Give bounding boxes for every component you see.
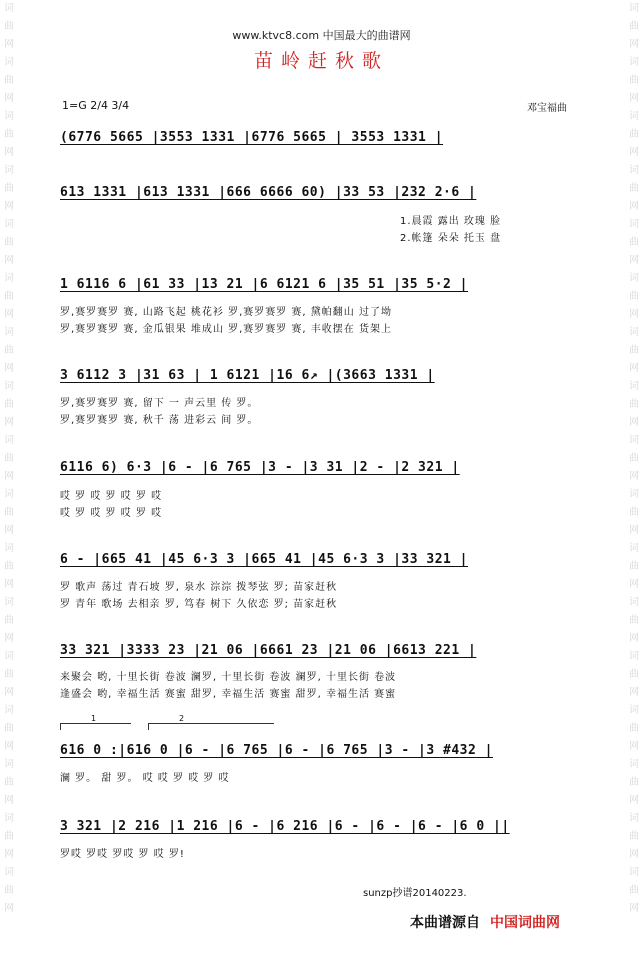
watermark-char: 词 [629, 705, 639, 716]
watermark-char: 词 [4, 543, 14, 554]
watermark-char: 词 [629, 381, 639, 392]
volta-1: 1 [60, 723, 131, 730]
watermark-char: 词 [4, 57, 14, 68]
watermark-char: 网 [629, 417, 639, 428]
watermark-char: 词 [629, 489, 639, 500]
lyric-line: 罗 青年 歌场 去相亲 罗, 笃春 树下 久依恋 罗; 苗家赶秋 [60, 599, 338, 610]
volta-2: 2 [148, 723, 274, 730]
watermark-char: 曲 [629, 885, 639, 896]
watermark-char: 网 [4, 471, 14, 482]
watermark-char: 网 [629, 903, 639, 914]
watermark-char: 网 [4, 417, 14, 428]
watermark-char: 网 [4, 795, 14, 806]
source-brand: 中国词曲网 [490, 915, 560, 931]
watermark-char: 网 [629, 471, 639, 482]
watermark-char: 曲 [4, 615, 14, 626]
watermark-char: 网 [4, 255, 14, 266]
watermark-char: 词 [629, 165, 639, 176]
watermark-char: 曲 [4, 399, 14, 410]
notation-line: (6776 5665 |3553 1331 |6776 5665 | 3553 1331 | [60, 130, 444, 145]
lyric-line: 哎 罗 哎 罗 哎 罗 哎 [60, 508, 163, 519]
watermark-char: 曲 [629, 291, 639, 302]
composer-credit: 邓宝福曲 [527, 103, 567, 114]
watermark-left [2, 0, 16, 960]
watermark-char: 网 [4, 201, 14, 212]
watermark-char: 词 [4, 381, 14, 392]
watermark-char: 曲 [4, 885, 14, 896]
watermark-char: 词 [4, 489, 14, 500]
watermark-char: 曲 [4, 831, 14, 842]
watermark-char: 词 [4, 651, 14, 662]
watermark-char: 网 [4, 309, 14, 320]
lyric-line: 哎 罗 哎 罗 哎 罗 哎 [60, 491, 163, 502]
watermark-char: 曲 [629, 723, 639, 734]
notation-line: 1 6116 6 |61 33 |13 21 |6 6121 6 |35 51 |35 5·2 | [60, 277, 469, 292]
watermark-char: 词 [4, 3, 14, 14]
watermark-char: 曲 [4, 345, 14, 356]
watermark-char: 词 [4, 165, 14, 176]
watermark-char: 词 [629, 597, 639, 608]
watermark-char: 曲 [4, 561, 14, 572]
watermark-char: 曲 [629, 129, 639, 140]
notation-line: 616 0 :|616 0 |6 - |6 765 |6 - |6 765 |3 - |3 #432 | [60, 743, 493, 758]
watermark-char: 曲 [629, 831, 639, 842]
lyric-line: 罗 歌声 荡过 青石坡 罗, 泉水 淙淙 拨琴弦 罗; 苗家赶秋 [60, 582, 338, 593]
watermark-char: 网 [629, 849, 639, 860]
watermark-char: 曲 [629, 21, 639, 32]
watermark-char: 网 [4, 363, 14, 374]
watermark-char: 曲 [4, 75, 14, 86]
watermark-char: 曲 [4, 291, 14, 302]
lyric-line: 澜 罗。 甜 罗。 哎 哎 罗 哎 罗 哎 [60, 773, 230, 784]
watermark-char: 网 [4, 579, 14, 590]
watermark-char: 词 [4, 273, 14, 284]
watermark-char: 曲 [629, 75, 639, 86]
watermark-char: 网 [4, 93, 14, 104]
watermark-char: 网 [4, 147, 14, 158]
watermark-char: 词 [629, 813, 639, 824]
notation-line: 3 6112 3 |31 63 | 1 6121 |16 6↗ |(3663 1331 | [60, 368, 435, 383]
watermark-char: 曲 [4, 777, 14, 788]
page-title: 苗岭赶秋歌 [253, 50, 389, 72]
lyric-line: 罗,赛罗赛罗 赛, 留下 一 声云里 传 罗。 [60, 398, 259, 409]
watermark-char: 网 [629, 525, 639, 536]
source-label: 本曲谱源自 [410, 915, 480, 931]
watermark-char: 网 [629, 363, 639, 374]
watermark-char: 网 [629, 579, 639, 590]
transcriber-credit: sunzp抄谱20140223. [363, 888, 467, 899]
watermark-char: 网 [4, 741, 14, 752]
lyric-line: 1.晨霞 露出 玫瑰 脸 [400, 216, 502, 227]
watermark-char: 网 [4, 687, 14, 698]
watermark-char: 曲 [4, 21, 14, 32]
watermark-char: 曲 [4, 129, 14, 140]
notation-line: 613 1331 |613 1331 |666 6666 60) |33 53 |232 2·6 | [60, 185, 477, 200]
watermark-char: 网 [629, 741, 639, 752]
watermark-char: 曲 [629, 183, 639, 194]
watermark-char: 词 [629, 219, 639, 230]
watermark-char: 曲 [629, 561, 639, 572]
watermark-char: 词 [4, 867, 14, 878]
watermark-char: 网 [4, 903, 14, 914]
watermark-char: 网 [4, 525, 14, 536]
lyric-line: 2.帐篷 朵朵 托玉 盘 [400, 233, 502, 244]
watermark-char: 词 [629, 435, 639, 446]
watermark-char: 网 [629, 309, 639, 320]
watermark-char: 词 [4, 597, 14, 608]
notation-line: 3 321 |2 216 |1 216 |6 - |6 216 |6 - |6 - |6 - |6 0 || [60, 819, 510, 834]
watermark-char: 网 [629, 201, 639, 212]
watermark-char: 词 [4, 111, 14, 122]
watermark-char: 曲 [629, 453, 639, 464]
watermark-char: 网 [4, 39, 14, 50]
watermark-char: 词 [629, 3, 639, 14]
notation-line: 6 - |665 41 |45 6·3 3 |665 41 |45 6·3 3 |33 321 | [60, 552, 469, 567]
watermark-char: 网 [629, 255, 639, 266]
watermark-char: 曲 [4, 453, 14, 464]
watermark-char: 词 [4, 219, 14, 230]
key-signature: 1=G 2/4 3/4 [62, 99, 130, 112]
watermark-char: 曲 [629, 669, 639, 680]
watermark-char: 词 [4, 813, 14, 824]
watermark-char: 词 [629, 651, 639, 662]
watermark-char: 网 [629, 147, 639, 158]
watermark-char: 词 [629, 111, 639, 122]
watermark-char: 网 [629, 39, 639, 50]
watermark-char: 网 [629, 795, 639, 806]
lyric-line: 来聚会 哟, 十里长街 卷波 澜罗, 十里长街 卷波 澜罗, 十里长街 卷波 [60, 672, 397, 683]
watermark-char: 词 [629, 867, 639, 878]
site-banner: www.ktvc8.com 中国最大的曲谱网 [232, 29, 411, 42]
lyric-line: 逢盛会 哟, 幸福生活 赛蜜 甜罗, 幸福生活 赛蜜 甜罗, 幸福生活 赛蜜 [60, 689, 397, 700]
watermark-char: 网 [4, 849, 14, 860]
watermark-char: 网 [629, 687, 639, 698]
watermark-char: 词 [4, 435, 14, 446]
lyric-line: 罗,赛罗赛罗 赛, 山路飞起 桃花衫 罗,赛罗赛罗 赛, 黛帕翻山 过了坳 [60, 307, 392, 318]
watermark-char: 曲 [629, 507, 639, 518]
watermark-char: 曲 [4, 237, 14, 248]
source-note [410, 912, 560, 932]
notation-line: 33 321 |3333 23 |21 06 |6661 23 |21 06 |6613 221 | [60, 643, 477, 658]
watermark-char: 曲 [629, 345, 639, 356]
watermark-char: 曲 [629, 777, 639, 788]
notation-line: 6116 6) 6·3 |6 - |6 765 |3 - |3 31 |2 - |2 321 | [60, 460, 460, 475]
watermark-char: 曲 [629, 615, 639, 626]
lyric-line: 罗哎 罗哎 罗哎 罗 哎 罗! [60, 849, 185, 860]
watermark-char: 词 [629, 759, 639, 770]
watermark-char: 词 [4, 759, 14, 770]
watermark-char: 曲 [629, 237, 639, 248]
watermark-char: 网 [4, 633, 14, 644]
watermark-right [627, 0, 641, 960]
watermark-char: 词 [4, 327, 14, 338]
watermark-char: 曲 [4, 183, 14, 194]
watermark-char: 网 [629, 93, 639, 104]
watermark-char: 曲 [4, 723, 14, 734]
lyric-line: 罗,赛罗赛罗 赛, 秋千 荡 进彩云 间 罗。 [60, 415, 259, 426]
watermark-char: 网 [629, 633, 639, 644]
watermark-char: 曲 [629, 399, 639, 410]
watermark-char: 词 [629, 327, 639, 338]
watermark-char: 词 [629, 543, 639, 554]
lyric-line: 罗,赛罗赛罗 赛, 金瓜银果 堆成山 罗,赛罗赛罗 赛, 丰收摆在 货架上 [60, 324, 392, 335]
watermark-char: 曲 [4, 669, 14, 680]
watermark-char: 曲 [4, 507, 14, 518]
watermark-char: 词 [629, 57, 639, 68]
watermark-char: 词 [629, 273, 639, 284]
watermark-char: 词 [4, 705, 14, 716]
